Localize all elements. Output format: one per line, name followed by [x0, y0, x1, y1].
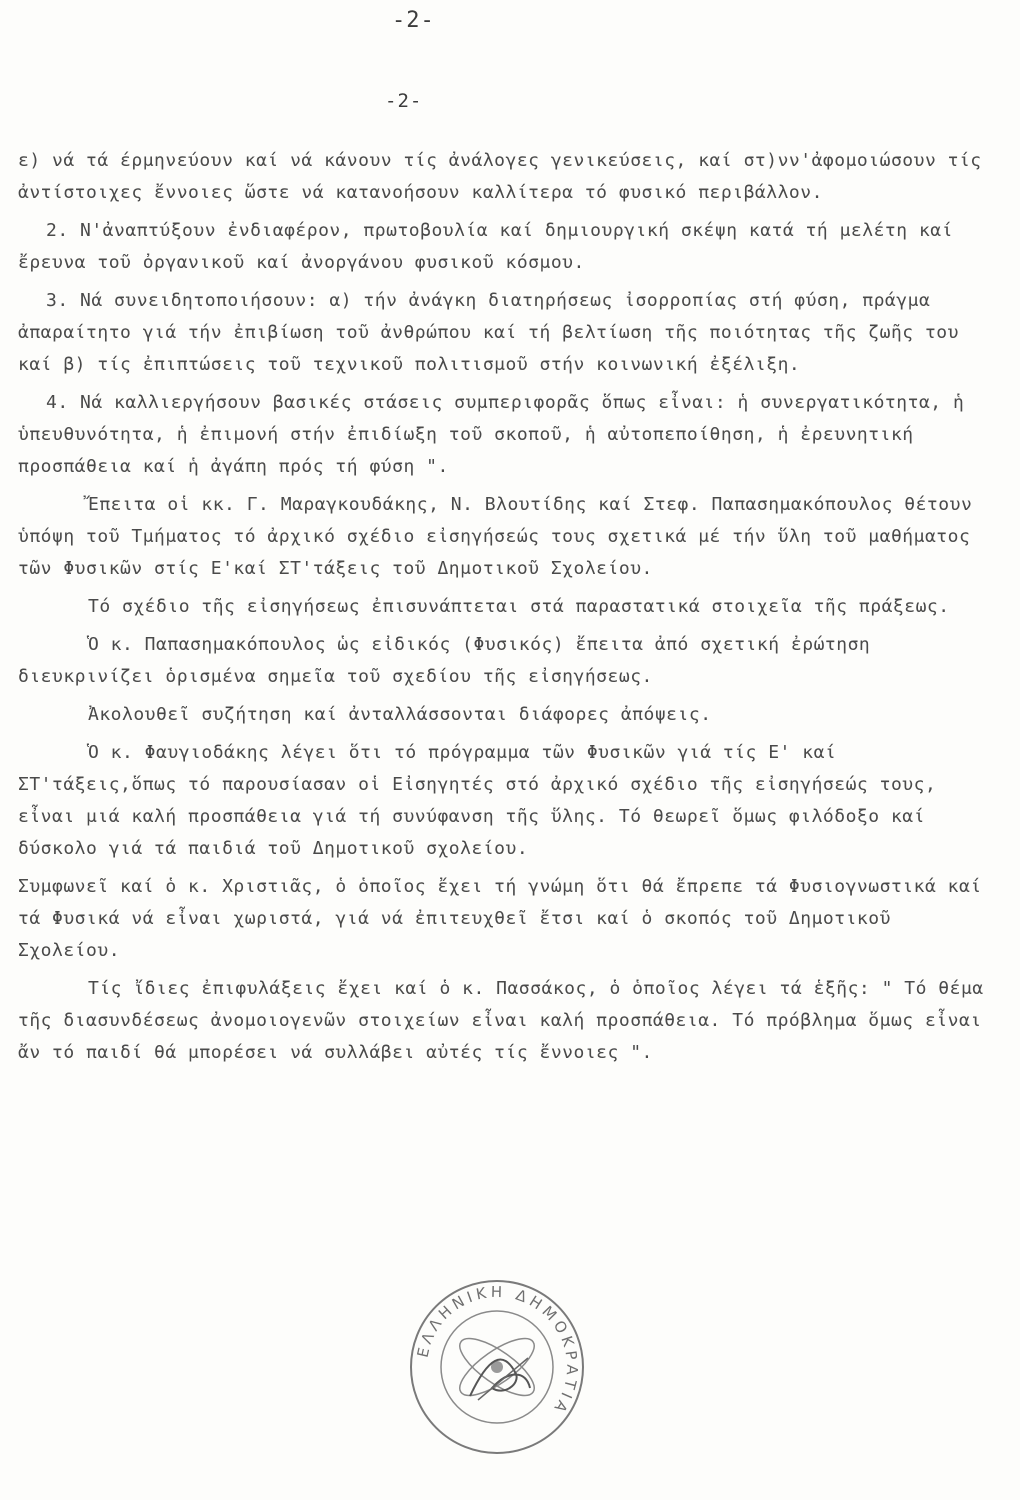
page-number-handwritten: -2- [392, 8, 435, 33]
paragraph-opinion-2: Συμφωνεῖ καί ὁ κ. Χριστιᾶς, ὁ ὁποῖος ἔχει τή γνώμη ὅτι θά ἔπρεπε τά Φυσιογνωστικά καί τά Φυσικά νά εἶναι χωριστά, γιά νά ἐπιτευχθεῖ ἔτσι καί ὁ σκοπός τοῦ Δημοτικοῦ Σχολείου. [18, 876, 982, 961]
paragraph-clarification: Ὁ κ. Παπασημακόπουλος ὡς εἰδικός (Φυσικός) ἔπειτα ἀπό σχετική ἐρώτηση διευκρινίζει ὁρισμένα σημεῖα τοῦ σχεδίου τῆς εἰσηγήσεως. [18, 634, 871, 687]
paragraph-opinion-1: Ὁ κ. Φαυγιοδάκης λέγει ὅτι τό πρόγραμμα τῶν Φυσικῶν γιά τίς Ε' καί ΣΤ'τάξεις,ὅπως τό παρουσίασαν οἱ Εἰσηγητές στό ἀρχικό σχέδιο τῆς εἰσηγήσεώς τους, εἶναι μιά καλή προσπάθεια γιά τή συνύφανση τῆς ὕλης. Τό θεωρεῖ ὅμως φιλόδοξο καί δύσκολο γιά τά παιδιά τοῦ Δημοτικοῦ σχολείου. [18, 742, 937, 859]
official-seal-stamp [408, 1278, 586, 1456]
paragraph-objective-e: ε) νά τά έρμηνεύουν καί νά κάνουν τίς ἀνάλογες γενικεύσεις, καί στ)νν'ἀφομοιώσουν τίς ἀντίστοιχες ἔννοιες ὥστε νά κατανοήσουν καλλίτερα τό φυσικό περιβάλλον. [18, 150, 982, 203]
paragraph-objective-4: 4. Νά καλλιεργήσουν βασικές στάσεις συμπεριφορᾶς ὅπως εἶναι: ἡ συνεργατικότητα, ἡ ὑπευθυνότητα, ἡ ἐπιμονή στήν ἐπιδίωξη τοῦ σκοποῦ, ἡ αὐτοπεποίθηση, ἡ ἐρευνητική προσπάθεια καί ἡ ἀγάπη πρός τή φύση ". [18, 392, 965, 477]
paragraph-discussion: Ἀκολουθεῖ συζήτηση καί ἀνταλλάσσονται διάφορες ἀπόψεις. [88, 704, 712, 725]
svg-text:ΕΛΛΗΝΙΚΗ ΔΗΜΟΚΡΑΤΙΑ: ΕΛΛΗΝΙΚΗ ΔΗΜΟΚΡΑΤΙΑ [413, 1282, 582, 1419]
paragraph-presentation: Ἔπειτα οἱ κκ. Γ. Μαραγκουδάκης, Ν. Βλουτίδης καί Στεφ. Παπασημακόπουλος θέτουν ὑπόψη τοῦ Τμήματος τό ἀρχικό σχέδιο εἰσηγήσεώς τους σχετικά μέ τήν ὕλη τοῦ μαθήματος τῶν Φυσικῶν στίς Ε'καί ΣΤ'τάξεις τοῦ Δημοτικοῦ Σχολείου. [18, 494, 973, 579]
page-number: -2- [385, 90, 423, 112]
paragraph-attachment: Τό σχέδιο τῆς εἰσηγήσεως ἐπισυνάπτεται στά παραστατικά στοιχεῖα τῆς πράξεως. [88, 596, 950, 617]
paragraph-objective-3: 3. Νά συνειδητοποιήσουν: α) τήν ἀνάγκη διατηρήσεως ἰσορροπίας στή φύση, πράγμα ἀπαραίτητο γιά τήν ἐπιβίωση τοῦ ἀνθρώπου καί τή βελτίωση τῆς ποιότητας τῆς ζωῆς του καί β) τίς ἐπιπτώσεις τοῦ τεχνικοῦ πολιτισμοῦ στήν κοινωνική ἐξέλιξη. [18, 290, 959, 375]
document-body [18, 145, 1003, 1069]
seal-icon [408, 1278, 586, 1456]
paragraph-opinion-3: Τίς ἴδιες ἐπιφυλάξεις ἔχει καί ὁ κ. Πασσάκος, ὁ ὁποῖος λέγει τά ἑξῆς: " Τό θέμα τῆς διασυνδέσεως ἀνομοιογενῶν στοιχείων εἶναι καλή προσπάθεια. Τό πρόβλημα ὅμως εἶναι ἄν τό παιδί θά μπορέσει νά συλλάβει αὐτές τίς ἔννοιες ". [18, 978, 984, 1063]
paragraph-objective-2: 2. Ν'ἀναπτύξουν ἐνδιαφέρον, πρωτοβουλία καί δημιουργική σκέψη κατά τή μελέτη καί ἔρευνα τοῦ ὀργανικοῦ καί ἀνοργάνου φυσικοῦ κόσμου. [18, 220, 953, 273]
